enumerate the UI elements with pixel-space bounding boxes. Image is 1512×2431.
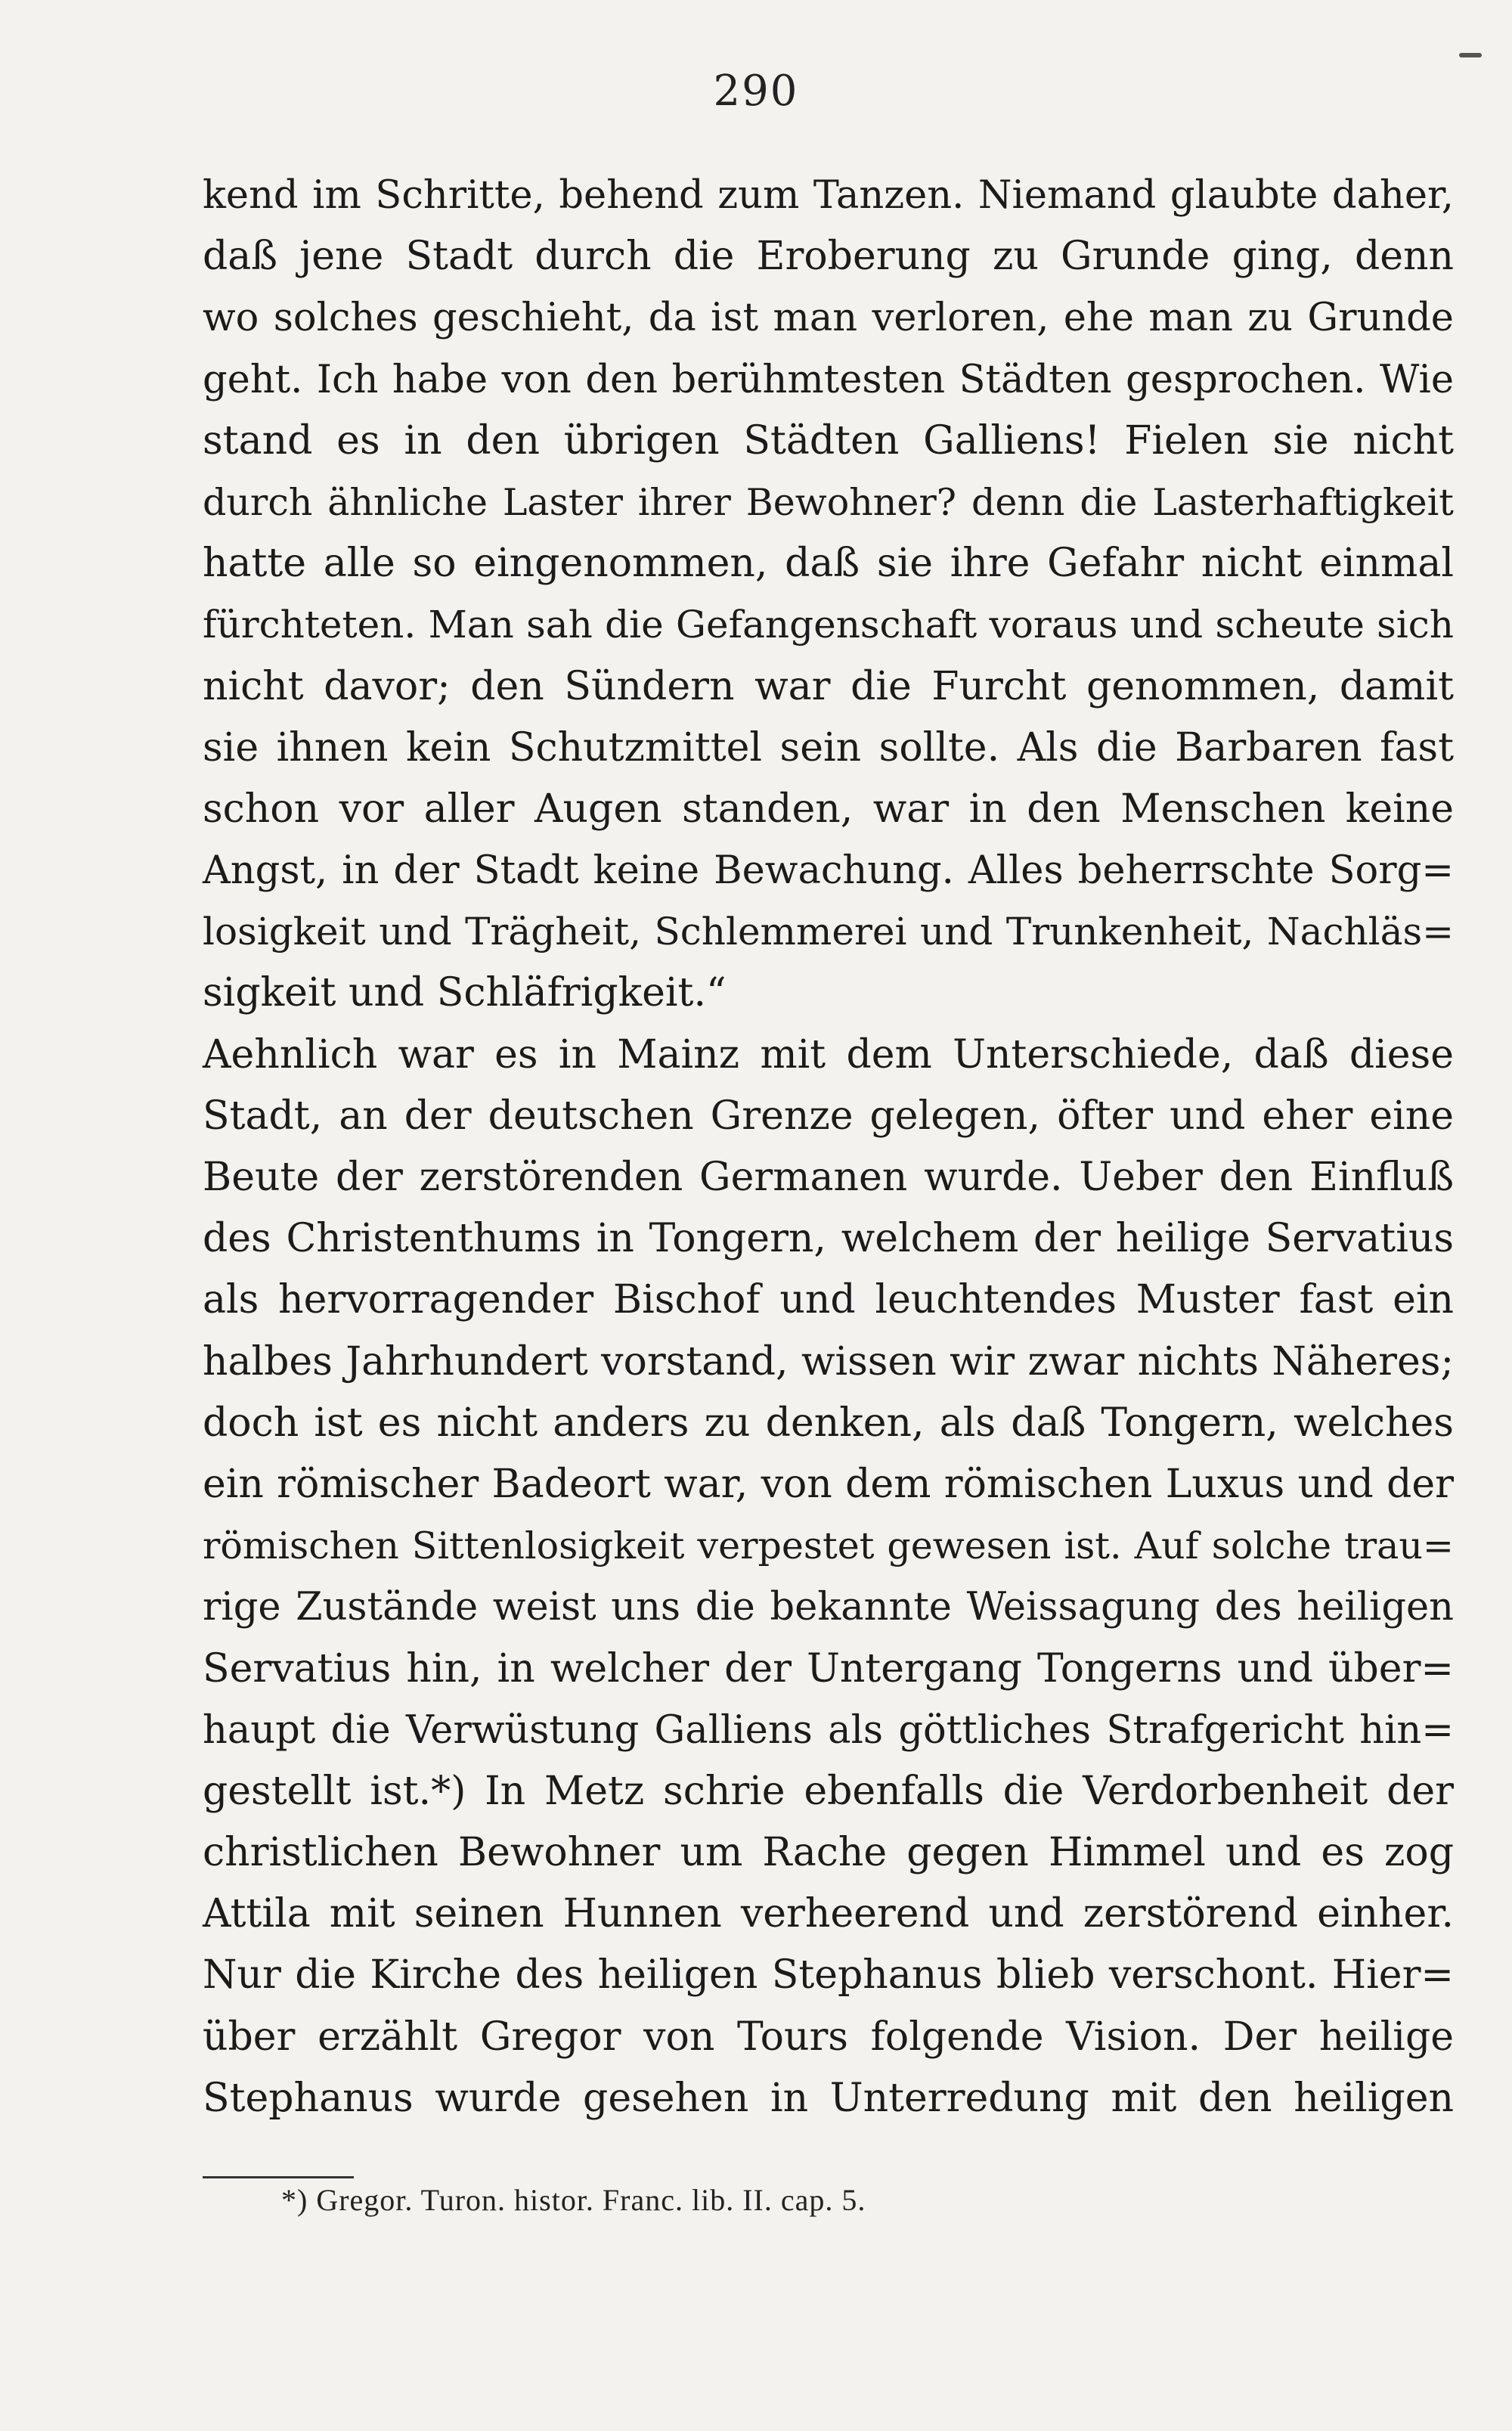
text-line: römischen Sittenlosigkeit verpestet gewesen ist. Auf solche trau= bbox=[203, 1524, 1454, 1568]
text-line: fürchteten. Man sah die Gefangenschaft voraus und scheute sich bbox=[203, 603, 1454, 647]
text-line: Stadt, an der deutschen Grenze gelegen, öfter und eher eine bbox=[203, 1093, 1454, 1139]
text-line: Nur die Kirche des heiligen Stephanus blieb verschont. Hier= bbox=[203, 1952, 1454, 1998]
page-number: 290 bbox=[713, 67, 799, 116]
text-line: gestellt ist.*) In Metz schrie ebenfalls die Verdorbenheit der bbox=[203, 1768, 1454, 1814]
text-line: christlichen Bewohner um Rache gegen Himmel und es zog bbox=[203, 1830, 1454, 1876]
text-line: stand es in den übrigen Städten Galliens! Fielen sie nicht bbox=[203, 417, 1454, 464]
footnote-rule bbox=[203, 2176, 354, 2178]
page-edge-mark bbox=[1459, 53, 1482, 57]
text-line: daß jene Stadt durch die Eroberung zu Grunde ging, denn bbox=[203, 234, 1454, 280]
text-line: Servatius hin, in welcher der Untergang Tongerns und über= bbox=[203, 1645, 1454, 1691]
text-line: Attila mit seinen Hunnen verheerend und zerstörend einher. bbox=[203, 1891, 1454, 1937]
text-line: Stephanus wurde gesehen in Unterredung mit den heiligen bbox=[203, 2075, 1454, 2121]
text-line: nicht davor; den Sündern war die Furcht genommen, damit bbox=[203, 663, 1454, 709]
text-line: rige Zustände weist uns die bekannte Weissagung des heiligen bbox=[203, 1585, 1454, 1630]
text-line: sigkeit und Schläfrigkeit.“ bbox=[203, 970, 727, 1016]
text-line: doch ist es nicht anders zu denken, als daß Tongern, welches bbox=[203, 1400, 1454, 1446]
text-line: des Christenthums in Tongern, welchem der heilige Servatius bbox=[203, 1216, 1454, 1262]
text-line: kend im Schritte, behend zum Tanzen. Niemand glaubte daher, bbox=[203, 173, 1454, 218]
text-line: halbes Jahrhundert vorstand, wissen wir zwar nichts Näheres; bbox=[203, 1338, 1454, 1384]
text-line: geht. Ich habe von den berühmtesten Städten gesprochen. Wie bbox=[203, 357, 1454, 402]
text-line: Aehnlich war es in Mainz mit dem Unterschiede, daß diese bbox=[203, 1031, 1454, 1078]
text-line: Angst, in der Stadt keine Bewachung. Alles beherrschte Sorg= bbox=[203, 848, 1454, 894]
text-line: haupt die Verwüstung Galliens als göttliches Strafgericht hin= bbox=[203, 1707, 1454, 1753]
text-line: Beute der zerstörenden Germanen wurde. Ueber den Einfluß bbox=[203, 1155, 1454, 1200]
text-line: wo solches geschieht, da ist man verloren, ehe man zu Grunde bbox=[203, 296, 1454, 341]
text-line: schon vor aller Augen standen, war in den Menschen keine bbox=[203, 786, 1454, 832]
text-line: durch ähnliche Laster ihrer Bewohner? denn die Lasterhaftigkeit bbox=[203, 480, 1454, 524]
footnote: *) Gregor. Turon. histor. Franc. lib. II. cap. 5. bbox=[281, 2183, 866, 2217]
text-line: losigkeit und Trägheit, Schlemmerei und Trunkenheit, Nachläs= bbox=[203, 910, 1454, 954]
body-text bbox=[203, 165, 1454, 2129]
text-line: ein römischer Badeort war, von dem römischen Luxus und der bbox=[203, 1461, 1454, 1507]
text-line: hatte alle so eingenommen, daß sie ihre Gefahr nicht einmal bbox=[203, 541, 1454, 587]
text-line: als hervorragender Bischof und leuchtendes Muster fast ein bbox=[203, 1277, 1454, 1323]
text-line: sie ihnen kein Schutzmittel sein sollte. Als die Barbaren fast bbox=[203, 724, 1454, 771]
text-line: über erzählt Gregor von Tours folgende Vision. Der heilige bbox=[203, 2014, 1454, 2060]
